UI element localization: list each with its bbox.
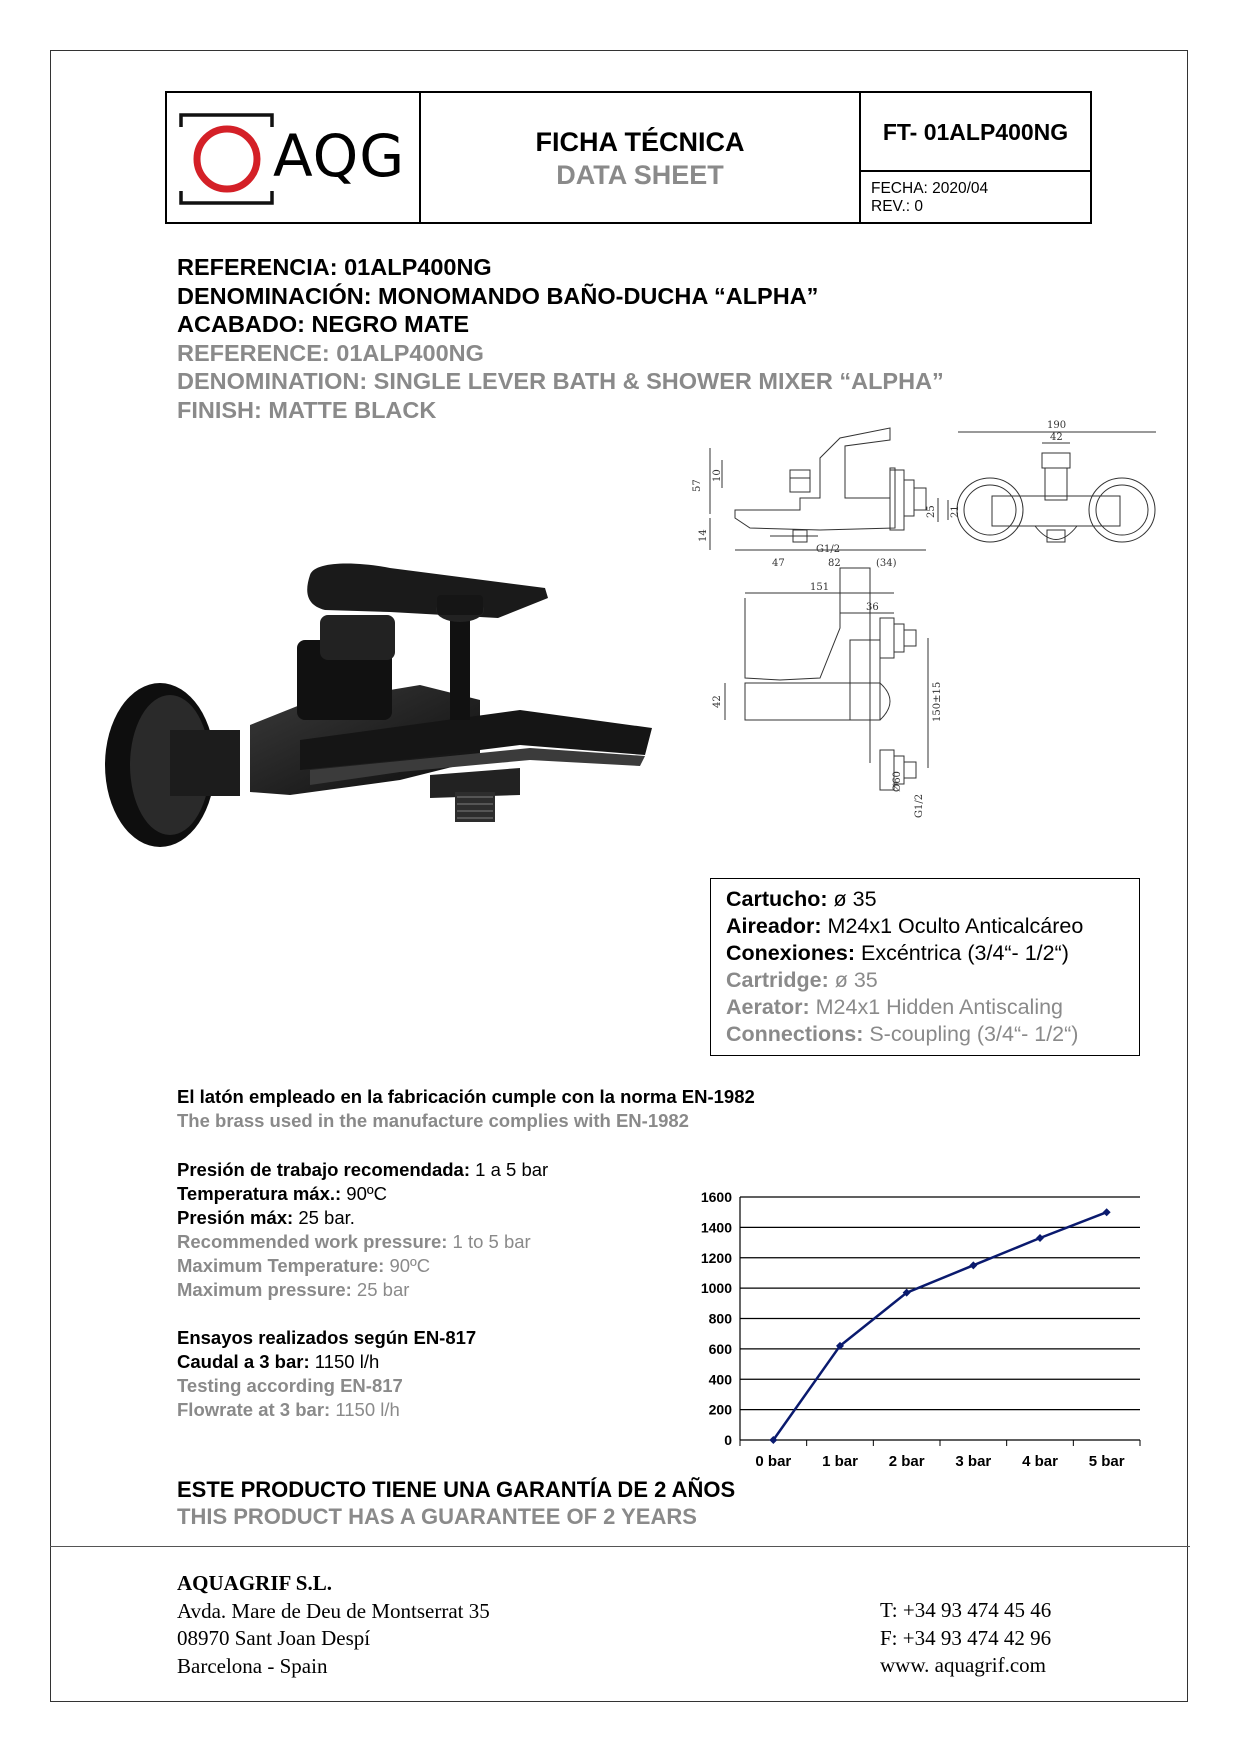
tests-title-es: Ensayos realizados según EN-817 bbox=[177, 1327, 477, 1348]
series-line bbox=[773, 1212, 1106, 1440]
x-tick-label: 0 bar bbox=[755, 1453, 792, 1470]
dim-o60: Ø60 bbox=[892, 771, 903, 792]
footer-address bbox=[177, 1570, 490, 1680]
doc-date: FECHA: 2020/04 bbox=[871, 180, 989, 197]
dim-g12-side: G1/2 bbox=[816, 544, 841, 555]
brass-es: El latón empleado en la fabricación cumple con la norma EN-1982 bbox=[177, 1086, 755, 1107]
doc-code: FT- 01ALP400NG bbox=[861, 93, 1090, 172]
side-view-dims bbox=[692, 469, 897, 569]
guarantee-en: THIS PRODUCT HAS A GUARANTEE OF 2 YEARS bbox=[177, 1504, 697, 1529]
technical-drawing bbox=[690, 418, 1180, 838]
finish-es: ACABADO: NEGRO MATE bbox=[177, 311, 469, 337]
dim-151: 151 bbox=[810, 582, 830, 593]
data-point bbox=[969, 1261, 977, 1269]
dim-36: 36 bbox=[866, 602, 879, 613]
dim-14: 14 bbox=[698, 529, 709, 542]
guarantee-es: ESTE PRODUCTO TIENE UNA GARANTÍA DE 2 AÑOS bbox=[177, 1477, 736, 1502]
denomination-en: DENOMINATION: SINGLE LEVER BATH & SHOWER MIXER “ALPHA” bbox=[177, 368, 944, 394]
finish-en: FINISH: MATTE BLACK bbox=[177, 396, 437, 423]
top-view-dims bbox=[712, 582, 943, 818]
footer-divider bbox=[50, 1546, 1190, 1547]
product-reference-block bbox=[177, 253, 944, 424]
company-name: AQUAGRIF S.L. bbox=[177, 1571, 332, 1595]
title-cell bbox=[421, 93, 861, 222]
dim-10: 10 bbox=[712, 469, 723, 482]
y-tick-label: 1600 bbox=[700, 1189, 732, 1205]
dim-47: 47 bbox=[772, 558, 785, 569]
dim-82: 82 bbox=[828, 558, 841, 569]
denomination-es: DENOMINACIÓN: MONOMANDO BAÑO-DUCHA “ALPHA” bbox=[177, 282, 819, 309]
spec-box bbox=[710, 878, 1140, 1056]
x-tick-label: 2 bar bbox=[888, 1453, 925, 1470]
phone: T: +34 93 474 45 46 bbox=[880, 1598, 1052, 1622]
dim-42-side: 42 bbox=[712, 695, 723, 708]
spec-aerator-es: Aireador: M24x1 Oculto Anticalcáreo bbox=[726, 914, 1084, 938]
x-tick-label: 3 bar bbox=[955, 1453, 992, 1470]
top-view bbox=[725, 568, 928, 790]
dim-25: 25 bbox=[926, 505, 937, 518]
x-tick-label: 5 bar bbox=[1088, 1453, 1125, 1470]
spec-connections-es: Conexiones: Excéntrica (3/4“- 1/2“) bbox=[726, 941, 1069, 965]
data-point bbox=[1103, 1208, 1111, 1216]
y-tick-label: 600 bbox=[708, 1340, 732, 1357]
dim-190: 190 bbox=[1047, 420, 1067, 431]
guarantee-block bbox=[177, 1476, 735, 1530]
data-point bbox=[1036, 1234, 1044, 1242]
y-tick-label: 1000 bbox=[700, 1280, 732, 1297]
y-tick-label: 200 bbox=[708, 1401, 732, 1418]
y-tick-label: 1400 bbox=[700, 1219, 732, 1236]
front-view bbox=[938, 432, 1156, 542]
spec-cartridge-es: Cartucho: ø 35 bbox=[726, 887, 877, 911]
y-tick-label: 0 bbox=[724, 1432, 732, 1448]
dim-57: 57 bbox=[692, 479, 703, 492]
product-image bbox=[100, 560, 660, 850]
fax: F: +34 93 474 42 96 bbox=[880, 1625, 1052, 1650]
spec-cartridge-en: Cartridge: ø 35 bbox=[726, 968, 878, 992]
side-view bbox=[710, 428, 926, 550]
address-line-1: Avda. Mare de Deu de Montserrat 35 bbox=[177, 1598, 490, 1623]
dim-g12-top: G1/2 bbox=[914, 793, 925, 818]
spec-connections-en: Connections: S-coupling (3/4“- 1/2“) bbox=[726, 1022, 1079, 1046]
footer-contact bbox=[880, 1597, 1051, 1680]
title-es: FICHA TÉCNICA bbox=[535, 127, 745, 157]
header-table bbox=[165, 91, 1092, 224]
dim-34: (34) bbox=[876, 558, 897, 569]
logo-text: AQG bbox=[273, 122, 406, 190]
max-pressure-es: Presión máx: 25 bar. bbox=[177, 1207, 355, 1228]
tests-block bbox=[177, 1326, 476, 1422]
dim-150-15: 150±15 bbox=[932, 681, 943, 722]
address-line-2: 08970 Sant Joan Despí bbox=[177, 1626, 371, 1650]
logo-cell bbox=[167, 93, 421, 222]
x-tick-label: 1 bar bbox=[822, 1453, 858, 1470]
dim-42-top: 42 bbox=[1050, 432, 1063, 443]
spec-aerator-en: Aerator: M24x1 Hidden Antiscaling bbox=[726, 995, 1064, 1019]
title-en: DATA SHEET bbox=[556, 160, 724, 190]
flowrate-en: Flowrate at 3 bar: 1150 l/h bbox=[177, 1399, 400, 1420]
pressure-block bbox=[177, 1158, 548, 1302]
flowrate-es: Caudal a 3 bar: 1150 l/h bbox=[177, 1351, 380, 1372]
y-tick-label: 800 bbox=[708, 1310, 732, 1327]
y-tick-label: 1200 bbox=[700, 1249, 732, 1266]
max-pressure-en: Maximum pressure: 25 bar bbox=[177, 1279, 410, 1300]
address-line-3: Barcelona - Spain bbox=[177, 1653, 328, 1678]
website-link[interactable]: www. aquagrif.com bbox=[880, 1653, 1047, 1677]
max-temp-en: Maximum Temperature: 90ºC bbox=[177, 1255, 431, 1276]
doc-revision: REV.: 0 bbox=[871, 198, 923, 215]
dim-21: 21 bbox=[950, 505, 961, 518]
flowrate-chart bbox=[680, 1185, 1150, 1470]
tests-title-en: Testing according EN-817 bbox=[177, 1375, 403, 1396]
y-tick-label: 400 bbox=[708, 1371, 732, 1388]
max-temp-es: Temperatura máx.: 90ºC bbox=[177, 1183, 388, 1204]
code-cell bbox=[861, 93, 1090, 222]
reference-en: REFERENCE: 01ALP400NG bbox=[177, 339, 484, 366]
x-tick-label: 4 bar bbox=[1022, 1453, 1058, 1470]
reference-es: REFERENCIA: 01ALP400NG bbox=[177, 254, 492, 280]
aqg-logo-icon bbox=[179, 113, 274, 205]
work-pressure-en: Recommended work pressure: 1 to 5 bar bbox=[177, 1231, 531, 1252]
brass-note bbox=[177, 1085, 755, 1133]
work-pressure-es: Presión de trabajo recomendada: 1 a 5 bar bbox=[177, 1159, 549, 1180]
brass-en: The brass used in the manufacture complies with EN-1982 bbox=[177, 1110, 689, 1131]
